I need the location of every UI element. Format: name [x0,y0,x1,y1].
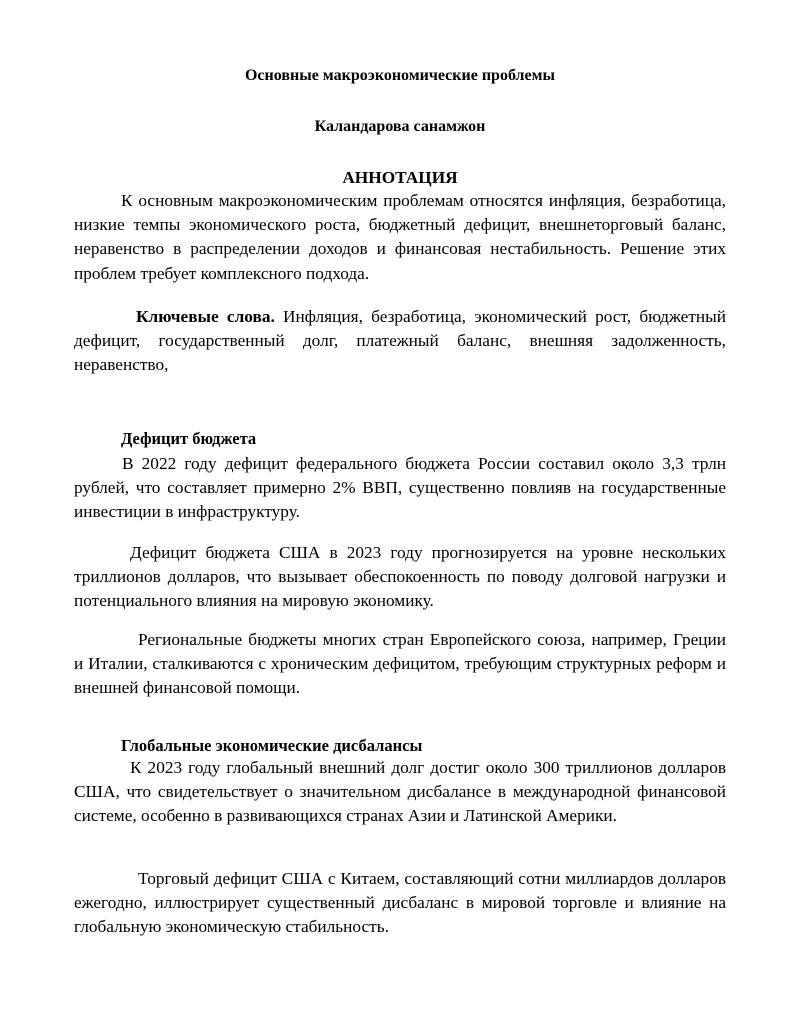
section-paragraph: В 2022 году дефицит федерального бюджета России составил около 3,3 трлн рублей, что составляет примерно 2% ВВП, существенно повлияв на государственные инвестиции в инфраструктуру. [74,454,726,522]
annotation-text: К основным макроэкономическим проблемам относятся инфляция, безработица, низкие темпы экономического роста, бюджетный дефицит, внешнеторговый баланс, неравенство в распределении доходов и финансовая нестабильность. Решение этих проблем требует комплексного подхода. [74,191,726,283]
annotation-heading: АННОТАЦИЯ [342,168,458,187]
section-heading-budget-deficit: Дефицит бюджета [121,429,257,448]
section-paragraph: Торговый дефицит США с Китаем, составляющий сотни миллиардов долларов ежегодно, иллюстрирует существенный дисбаланс в мировой торговле и влияние на глобальную экономическую стабильность. [74,869,726,937]
document-author: Каландарова санамжон [314,118,486,135]
section-paragraph: Дефицит бюджета США в 2023 году прогнозируется на уровне нескольких триллионов долларов, что вызывает обеспокоенность по поводу долговой нагрузки и потенциального влияния на мировую экономику. [74,543,726,611]
keywords-paragraph [74,305,726,378]
keywords-text: Инфляция, безработица, экономический рост, бюджетный дефицит, государственный долг, платежный баланс, внешняя задолженность, неравенство, [74,307,726,375]
keywords-label: Ключевые слова. [136,307,275,326]
section-paragraph: К 2023 году глобальный внешний долг достиг около 300 триллионов долларов США, что свидетельствует о значительном дисбалансе в международной финансовой системе, особенно в развивающихся странах Азии и Латинской Америки. [74,758,726,826]
section-heading-global-imbalances: Глобальные экономические дисбалансы [121,736,423,755]
section-paragraph: Региональные бюджеты многих стран Европейского союза, например, Греции и Италии, сталкиваются с хроническим дефицитом, требующим структурных реформ и внешней финансовой помощи. [74,630,726,698]
document-title: Основные макроэкономические проблемы [244,67,556,84]
